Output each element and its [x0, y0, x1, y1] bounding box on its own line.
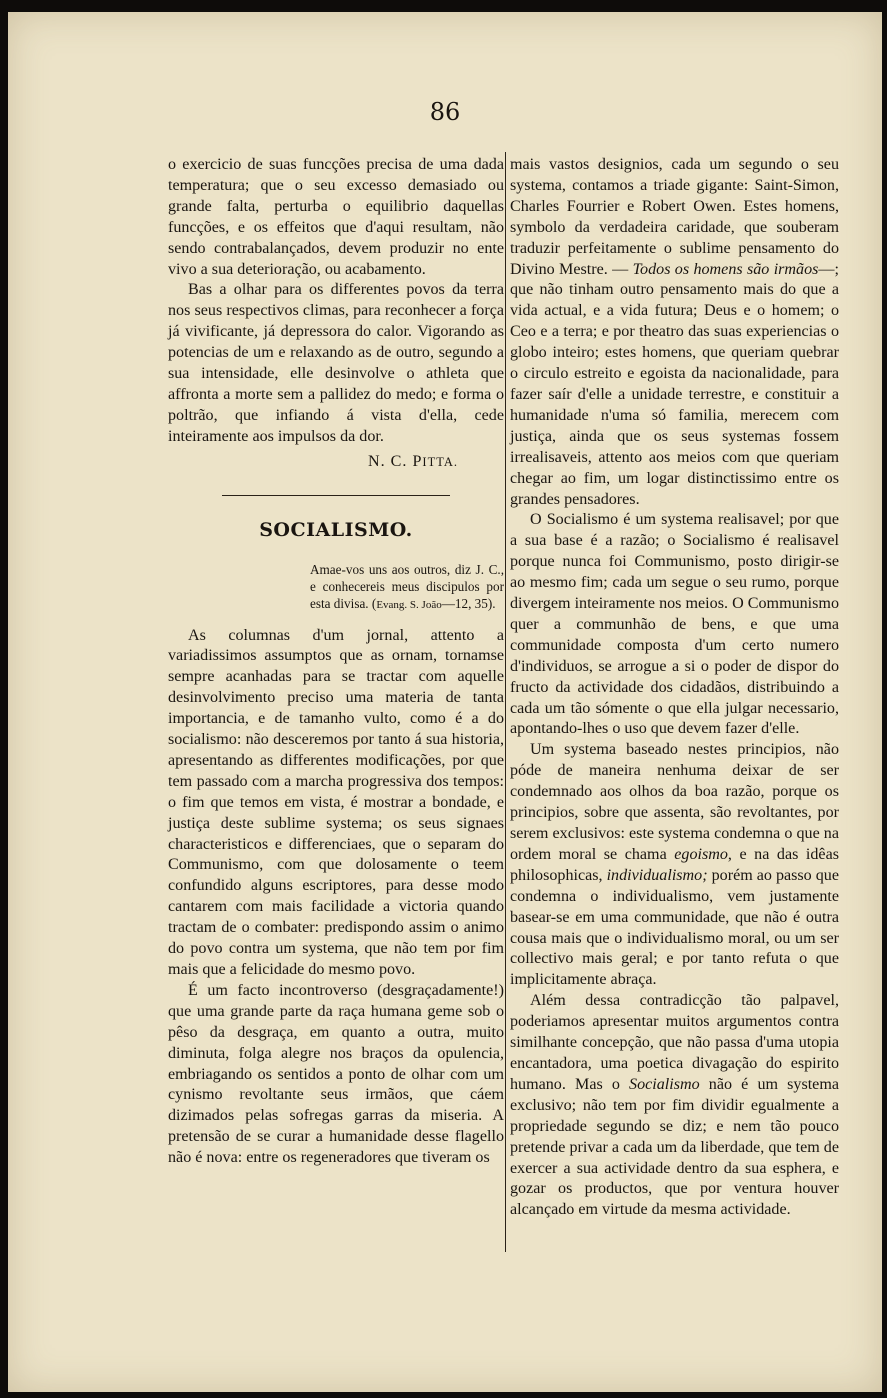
author-signature	[168, 452, 504, 473]
column-divider	[505, 152, 506, 1252]
paragraph-continued: o exercicio de suas funcções precisa de uma dada temperatura; que o seu excesso demasiado ou grande falta, perturba o equilibrio daquellas funcções, e os effeitos que d'aqui resultam, não sendo contrabalançados, devem produzir no ente vivo a sua deterioração, ou acabamento.	[168, 156, 504, 278]
paragraph-contradiction	[510, 991, 839, 1221]
text-run: Além dessa contradicção tão palpavel, poderiamos apresentar muitos argumentos contra similhante concepção, que não passa d'uma utopia encantadora, uma poetica divagação do espirito humano. Mas o	[510, 992, 839, 1093]
epigraph-text: Amae-vos uns aos outros, diz J. C., e conhecereis meus discipulos por esta divisa.	[310, 561, 504, 611]
newspaper-page	[8, 12, 882, 1392]
paragraph-system	[510, 740, 839, 991]
italic-term: individualismo;	[606, 866, 708, 884]
text-run: —; que não tinham outro pensamento mais do que a vida actual, e a vida futura; Deus e o homem; o Ceo e a terra; e por theatro das suas experiencias o globo inteiro; estes homens, que queriam quebrar o circulo estreito e egoista da nacionalidade, para fazer saír d'elle a unidade terrestre, e constituir a humanidade n'uma só familia, merecem com justiça, ainda que os seus systemas fossem irrealisaveis, attento aos meios com que queriam chegar ao fim, um logar distinctissimo entre os grandes pensadores.	[510, 260, 839, 508]
italic-term: egoismo	[674, 845, 728, 863]
left-column	[168, 155, 504, 1169]
epigraph-ref-open: (	[371, 595, 377, 611]
text-run: mais vastos designios, cada um segundo o seu systema, contamos a triade gigante: Saint-Simon, Charles Fourrier e Robert Owen. Estes homens, symbolo da verdadeira caridade, que souberam traduzir perfeitamente o sublime pensamento do Divino Mestre. —	[510, 156, 839, 278]
section-divider	[222, 495, 450, 496]
paragraph-climate: Bas a olhar para os differentes povos da terra nos seus respectivos climas, para reconhecer a força já vivificante, já depressora do calor. Vigorando as potencias de um e relaxando as de outro, segundo a sua intensidade, elle desinvolve o athleta que affronta a morte sem a pallidez do medo; e forma o poltrão, que infiando á vista d'ella, cede inteiramente aos impulsos da dor.	[168, 281, 504, 445]
paragraph-triad	[510, 155, 839, 510]
page-number: 86	[429, 98, 461, 126]
signature-initials: N. C. P	[368, 452, 423, 470]
paragraph-intro: As columnas d'um jornal, attento a variadissimos assumptos que as ornam, tornamse sempre acanhadas para se tractar com aquelle desinvolvimento preciso uma materia de tanta importancia, e de tamanho vulto, como é a do socialismo: não desceremos por tanto á sua historia, apresentando as differentes modificações, por que tem passado com a marcha progressiva dos tempos: o fim que temos em vista, é mostrar a bondade, e justiça deste sublime systema; os seus signaes characteristicos e differenciaes, que o separam do Communismo, com que dolosamente o teem confundido alguns escriptores, para desse modo cantarem com mais facilidade a victoria quando tractam de o combater: predispondo assim o animo do povo contra um systema, que não tem por fim mais que a felicidade do mesmo povo.	[168, 626, 504, 978]
text-run: , e na das idêas philosophicas,	[510, 845, 839, 884]
article-title: SOCIALISMO.	[259, 518, 413, 541]
paragraph-realisable: O Socialismo é um systema realisavel; por que a sua base é a razão; o Socialismo é realisavel porque nunca foi Communismo, posto dirigir-se ao mesmo fim; cada um segue o seu rumo, porque divergem inteiramente nos meios. O Communismo quer a communhão de bens, e que uma communidade composta d'um certo numero d'individuos, se arrogue a si o poder de dispor do fructo da actividade dos cidadãos, distribuindo a cada um tão sómente o que ella julgar necessario, apontando-lhes o uso que devem fazer d'elle.	[510, 511, 839, 738]
epigraph-ref-close: —12, 35).	[441, 595, 496, 611]
text-run: Um systema baseado nestes principios, não póde de maneira nenhuma deixar de ser condemnado aos olhos da boa razão, porque os principios, sobre que assenta, são revoltantes, por serem exclusivos: este systema condemna o que na ordem moral se chama	[510, 741, 839, 863]
epigraph-ref-source: Evang. S. João	[376, 598, 442, 611]
epigraph	[310, 561, 504, 614]
text-run: porém ao passo que condemna o individualismo, vem justamente basear-se em uma communidade, que não é outra cousa mais que o individualismo moral, ou um ser collectivo mais geral; e por tanto refuta o que implicitamente abraça.	[510, 866, 839, 989]
text-run: não é um systema exclusivo; não tem por fim dividir egualmente a propriedade segundo se diz; e nem tão pouco pretende privar a cada um da liberdade, que tem de exercer a sua actividade dentro da sua esphera, e gozar os productos, que por ventura houver alcançado em virtude da mesma actividade.	[510, 1075, 839, 1219]
italic-quote: Todos os homens são irmãos	[632, 260, 819, 278]
paragraph-fact: É um facto incontroverso (desgraçadamente!) que uma grande parte da raça humana geme sob o pêso da desgraça, em quanto a outra, muito diminuta, folga alegre nos braços da opulencia, embriagando os sentidos a ponto de olhar com um cynismo revoltante seus irmãos, que cáem dizimados pelas sofregas garras da miseria. A pretensão de se curar a humanidade desse flagello não é nova: entre os regeneradores que tiveram os	[168, 981, 504, 1167]
signature-smallcaps: ITTA.	[422, 454, 458, 469]
italic-term: Socialismo	[629, 1075, 700, 1093]
right-column	[510, 155, 839, 1221]
